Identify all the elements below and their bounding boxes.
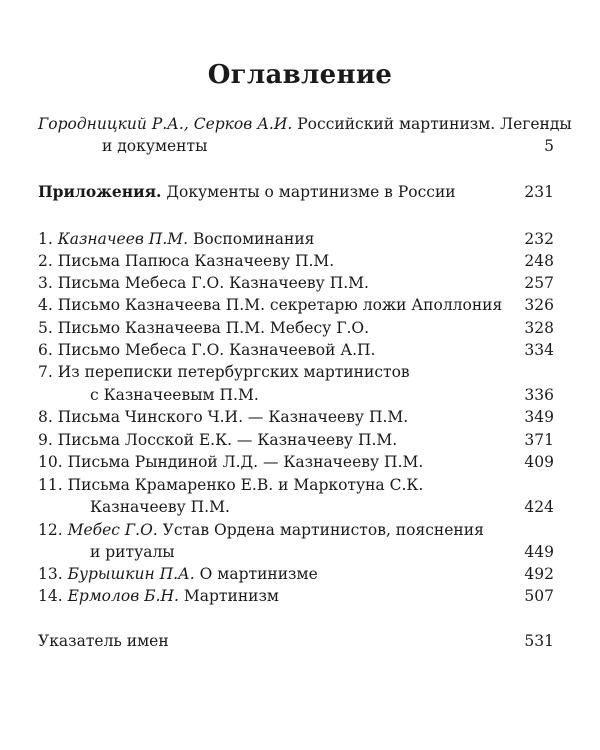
toc-entry-13: 13. Бурышкин П.А. О мартинизме [38,565,318,583]
item-page-number: 424 [524,498,554,516]
toc-entry-8: 8. Письма Чинского Ч.И. — Казначееву П.М. [38,408,409,426]
item-page-number: 328 [524,319,554,337]
toc-entry-intro [38,113,572,135]
item-page-number: 371 [524,431,554,449]
toc-entry-11: 11. Письма Крамаренко Е.В. и Маркотуна С.К. [38,476,424,494]
intro-page-number: 5 [544,137,554,155]
toc-entry-5: 5. Письмо Казначеева П.М. Мебесу Г.О. [38,319,370,337]
toc-entry-7-line2: с Казначеевым П.М. [90,386,259,404]
appendix-text: Документы о мартинизме в России [166,183,456,201]
item-page-number: 334 [524,341,554,359]
toc-entry-index: Указатель имен [38,632,169,650]
appendix-label: Приложения. [38,182,162,201]
intro-title-line2: и документы [102,137,208,155]
toc-entry-2: 2. Письма Папюса Казначееву П.М. [38,252,335,270]
toc-entry-11-line2: Казначееву П.М. [90,498,230,516]
item-page-number: 257 [524,274,554,292]
toc-entry-14: 14. Ермолов Б.Н. Мартинизм [38,587,279,605]
toc-entry-3: 3. Письма Мебеса Г.О. Казначееву П.М. [38,274,369,292]
item-page-number: 248 [524,252,554,270]
toc-entry-appendix [38,181,456,203]
index-page-number: 531 [524,632,554,650]
appendix-page-number: 231 [524,183,554,201]
toc-entry-6: 6. Письмо Мебеса Г.О. Казначеевой А.П. [38,341,376,359]
intro-title-line1: Российский мартинизм. Легенды [297,115,572,133]
item-page-number: 449 [524,543,554,561]
item-page-number: 336 [524,386,554,404]
item-author: Ермолов Б.Н. [67,587,179,605]
toc-entry-12: 12. Мебес Г.О. Устав Ордена мартинистов, пояснения [38,521,484,539]
intro-author: Городницкий Р.А., Серков А.И. [38,115,293,133]
toc-entry-7: 7. Из переписки петербургских мартинистов [38,363,410,381]
item-page-number: 349 [524,408,554,426]
item-page-number: 232 [524,230,554,248]
toc-entry-1: 1. Казначеев П.М. Воспоминания [38,230,315,248]
item-page-number: 507 [524,587,554,605]
item-author: Казначеев П.М. [57,230,189,248]
toc-entry-12-line2: и ритуалы [90,543,175,561]
page-title: Оглавление [207,60,393,90]
item-page-number: 492 [524,565,554,583]
item-page-number: 409 [524,453,554,471]
item-page-number: 326 [524,296,554,314]
item-author: Мебес Г.О. [67,521,158,539]
toc-entry-10: 10. Письма Рындиной Л.Д. — Казначееву П.М. [38,453,424,471]
toc-entry-9: 9. Письма Лосской Е.К. — Казначееву П.М. [38,431,398,449]
toc-entry-4: 4. Письмо Казначеева П.М. секретарю ложи Аполлония [38,296,503,314]
item-author: Бурышкин П.А. [67,565,195,583]
